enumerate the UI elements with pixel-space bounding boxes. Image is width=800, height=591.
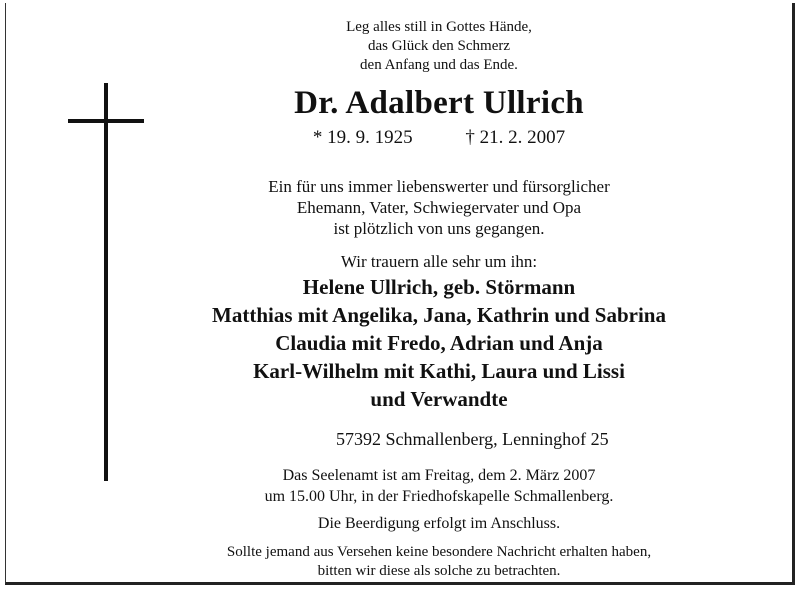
tribute [46,176,800,239]
life-dates [46,127,800,149]
death-date: † 21. 2. 2007 [465,127,566,148]
family-member: Helene Ullrich, geb. Störmann [302,275,576,299]
address: 57392 Schmallenberg, Lenninghof 25 [336,429,609,449]
family-list [46,273,800,413]
motto [46,18,800,75]
family-member: Matthias mit Angelika, Jana, Kathrin und Sabrina [212,303,666,327]
service-line: Das Seelenamt ist am Freitag, dem 2. März 2007 [282,467,596,484]
note [46,543,800,581]
burial-info: Die Beerdigung erfolgt im Anschluss. [317,515,561,532]
obituary-notice [5,3,795,585]
deceased-name: Dr. Adalbert Ullrich [294,85,584,121]
service-info [46,465,800,507]
motto-line: den Anfang und das Ende. [360,57,518,73]
family-member: und Verwandte [370,387,508,411]
tribute-line: Ehemann, Vater, Schwiegervater und Opa [296,198,582,217]
note-line: bitten wir diese als solche zu betrachten. [317,563,561,579]
tribute-line: Ein für uns immer liebenswerter und fürsorglicher [268,177,610,196]
tribute-line: ist plötzlich von uns gegangen. [333,219,545,238]
motto-line: Leg alles still in Gottes Hände, [346,19,532,35]
family-member: Claudia mit Fredo, Adrian und Anja [275,331,603,355]
note-line: Sollte jemand aus Versehen keine besondere Nachricht erhalten haben, [226,544,652,560]
birth-date: * 19. 9. 1925 [312,127,413,148]
mourn-intro: Wir trauern alle sehr um ihn: [340,252,538,271]
service-line: um 15.00 Uhr, in der Friedhofskapelle Schmallenberg. [264,488,614,505]
motto-line: das Glück den Schmerz [367,38,511,54]
family-member: Karl-Wilhelm mit Kathi, Laura und Lissi [253,359,625,383]
